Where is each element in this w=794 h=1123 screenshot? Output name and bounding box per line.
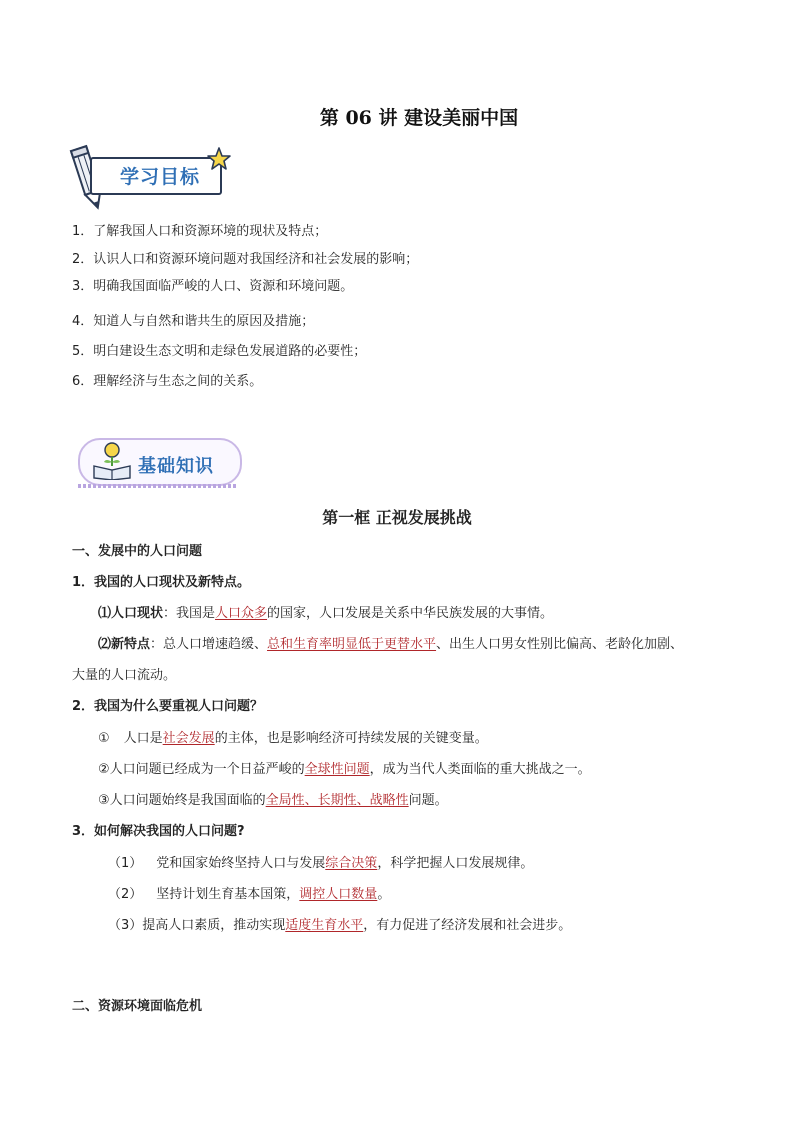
q3-c-post: ，有力促进了经济发展和社会进步。 [363, 918, 572, 933]
q3-a-num: （1） [108, 856, 143, 871]
q3-c-pre: （3）提高人口素质，推动实现 [108, 918, 286, 933]
basics-banner-text: 基础知识 [138, 456, 214, 477]
q2-a-key: 社会发展 [162, 731, 215, 746]
q2-a-post: 的主体，也是影响经济可持续发展的关键变量。 [214, 731, 488, 746]
learning-goals-banner [68, 140, 238, 212]
q1-item-b [98, 635, 683, 655]
basic-knowledge-banner [72, 434, 248, 492]
star-icon [206, 146, 232, 172]
lightbulb-book-icon [90, 440, 134, 480]
part1-heading: 一、发展中的人口问题 [72, 544, 203, 559]
q2-b-post: ，成为当代人类面临的重大挑战之一。 [369, 762, 591, 777]
q3-a-key: 综合决策 [325, 856, 378, 871]
goal-item: 5．明白建设生态文明和走绿色发展道路的必要性； [72, 344, 367, 359]
q2-c-post: 问题。 [408, 793, 448, 808]
goal-item: 4．知道人与自然和谐共生的原因及措施； [72, 314, 315, 329]
page-title: 第 06 讲 建设美丽中国 [319, 107, 519, 129]
q3-a-pre: 党和国家始终坚持人口与发展 [156, 856, 326, 871]
q3-item-c [108, 916, 571, 936]
q1-item-b-cont: 大量的人口流动。 [72, 668, 177, 683]
q3-item-b [108, 885, 390, 905]
goals-banner-text: 学习目标 [120, 166, 201, 188]
q1-b-key: 总和生育率明显低于更替水平 [267, 637, 437, 652]
banner-divider [78, 484, 238, 488]
q3-b-post: 。 [377, 887, 391, 902]
q2-c-key: 全局性、长期性、战略性 [265, 793, 409, 808]
q2-b-key: 全球性问题 [304, 762, 370, 777]
goal-item: 1．了解我国人口和资源环境的现状及特点； [72, 224, 328, 239]
q2-item-b [98, 760, 591, 780]
q1-item-a [98, 604, 553, 624]
section-title: 第一框 正视发展挑战 [322, 508, 472, 527]
basics-banner-box [78, 438, 242, 486]
q1-a-pre: ：我国是 [163, 606, 216, 621]
q2-item-a [98, 729, 488, 749]
part2-heading: 二、资源环境面临危机 [72, 999, 203, 1014]
q1-a-label: ⑴人口现状 [98, 606, 164, 621]
goal-item: 3．明确我国面临严峻的人口、资源和环境问题。 [72, 279, 354, 294]
q2-c-pre: ③人口问题始终是我国面临的 [98, 793, 266, 808]
q1-b-pre: ：总人口增速趋缓、 [150, 637, 268, 652]
q2-item-c [98, 791, 448, 811]
q1-a-key: 人口众多 [215, 606, 268, 621]
q3-b-num: （2） [108, 887, 143, 902]
goal-item: 2．认识人口和资源环境问题对我国经济和社会发展的影响； [72, 252, 419, 267]
q3-b-pre: 坚持计划生育基本国策， [156, 887, 300, 902]
q2-a-pre: 人口是 [123, 731, 163, 746]
q1-a-post: 的国家，人口发展是关系中华民族发展的大事情。 [267, 606, 554, 621]
goals-banner-box [90, 157, 222, 195]
q3-item-a [108, 854, 533, 874]
q3-a-post: ，科学把握人口发展规律。 [377, 856, 534, 871]
q1-b-label: ⑵新特点 [98, 637, 151, 652]
q3-b-key: 调控人口数量 [299, 887, 378, 902]
q2-b-pre: ②人口问题已经成为一个日益严峻的 [98, 762, 305, 777]
q1-b-post: 、出生人口男女性别比偏高、老龄化加剧、 [436, 637, 684, 652]
goal-item: 6．理解经济与生态之间的关系。 [72, 374, 263, 389]
q2-heading: 2．我国为什么要重视人口问题？ [72, 699, 264, 714]
q3-c-key: 适度生育水平 [285, 918, 364, 933]
q3-heading: 3．如何解决我国的人口问题? [72, 824, 245, 839]
q1-heading: 1．我国的人口现状及新特点。 [72, 575, 251, 590]
q2-a-num: ① [98, 731, 110, 746]
